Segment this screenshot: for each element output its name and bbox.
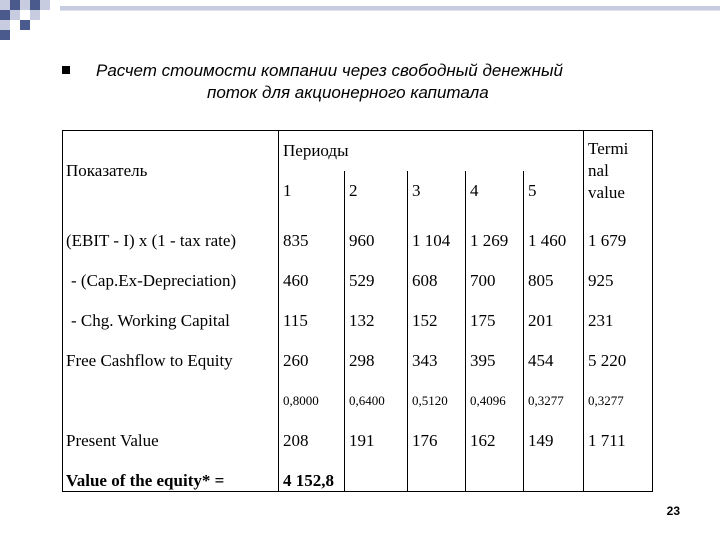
row-label [63,371,279,411]
period-header: 5 [524,171,584,211]
cell-value: 260 [279,331,345,371]
cell-value: 529 [345,251,408,291]
cell-value: 191 [345,411,408,451]
empty-cell [408,451,466,492]
table-row [63,211,653,251]
cell-value: 0,6400 [345,371,408,411]
cell-value: 0,3277 [584,371,653,411]
cell-value: 5 220 [584,331,653,371]
terminal-header-line: nal [588,161,609,180]
page-number: 23 [666,504,680,518]
cell-value: 960 [345,211,408,251]
cell-value: 0,3277 [524,371,584,411]
period-header: 1 [279,171,345,211]
discount-factor-row [63,371,653,411]
table-row [63,331,653,371]
decorative-squares [0,0,720,44]
equity-value: 4 152,8 [279,451,345,492]
cell-value: 132 [345,291,408,331]
cell-value: 395 [466,331,524,371]
bullet-icon [62,66,70,74]
terminal-value-header [584,131,653,212]
cell-value: 152 [408,291,466,331]
cell-value: 805 [524,251,584,291]
period-header: 3 [408,171,466,211]
row-label: (EBIT - I) x (1 - tax rate) [63,211,279,251]
table-row [63,251,653,291]
cell-value: 176 [408,411,466,451]
empty-cell [524,451,584,492]
cell-value: 0,4096 [466,371,524,411]
cell-value: 298 [345,331,408,371]
header-row-1 [63,131,653,172]
empty-cell [584,451,653,492]
cell-value: 231 [584,291,653,331]
table-row [63,411,653,451]
cell-value: 1 269 [466,211,524,251]
terminal-header-line: Termi [588,139,629,158]
row-label: Present Value [63,411,279,451]
title-line-1: Расчет стоимости компании через свободный денежный [96,61,563,80]
cell-value: 208 [279,411,345,451]
table-row [63,291,653,331]
decorative-header [0,0,720,44]
equity-label: Value of the equity* = [63,451,279,492]
title-line-2: поток для акционерного капитала [207,83,489,102]
cell-value: 460 [279,251,345,291]
period-header: 2 [345,171,408,211]
cell-value: 162 [466,411,524,451]
cell-value: 343 [408,331,466,371]
row-label: - (Cap.Ex-Depreciation) [63,251,279,291]
cell-value: 1 104 [408,211,466,251]
cell-value: 1 460 [524,211,584,251]
periods-header: Периоды [279,131,584,172]
cell-value: 149 [524,411,584,451]
cell-value: 454 [524,331,584,371]
cell-value: 1 679 [584,211,653,251]
cell-value: 608 [408,251,466,291]
cell-value: 0,5120 [408,371,466,411]
period-header: 4 [466,171,524,211]
cell-value: 1 711 [584,411,653,451]
cell-value: 925 [584,251,653,291]
cell-value: 201 [524,291,584,331]
equity-row [63,451,653,492]
indicator-header: Показатель [63,131,279,212]
cell-value: 700 [466,251,524,291]
cell-value: 0,8000 [279,371,345,411]
terminal-header-line: value [588,183,625,202]
cell-value: 115 [279,291,345,331]
valuation-table [62,130,653,492]
row-label: Free Cashflow to Equity [63,331,279,371]
row-label: - Chg. Working Capital [63,291,279,331]
empty-cell [345,451,408,492]
cell-value: 835 [279,211,345,251]
cell-value: 175 [466,291,524,331]
empty-cell [466,451,524,492]
